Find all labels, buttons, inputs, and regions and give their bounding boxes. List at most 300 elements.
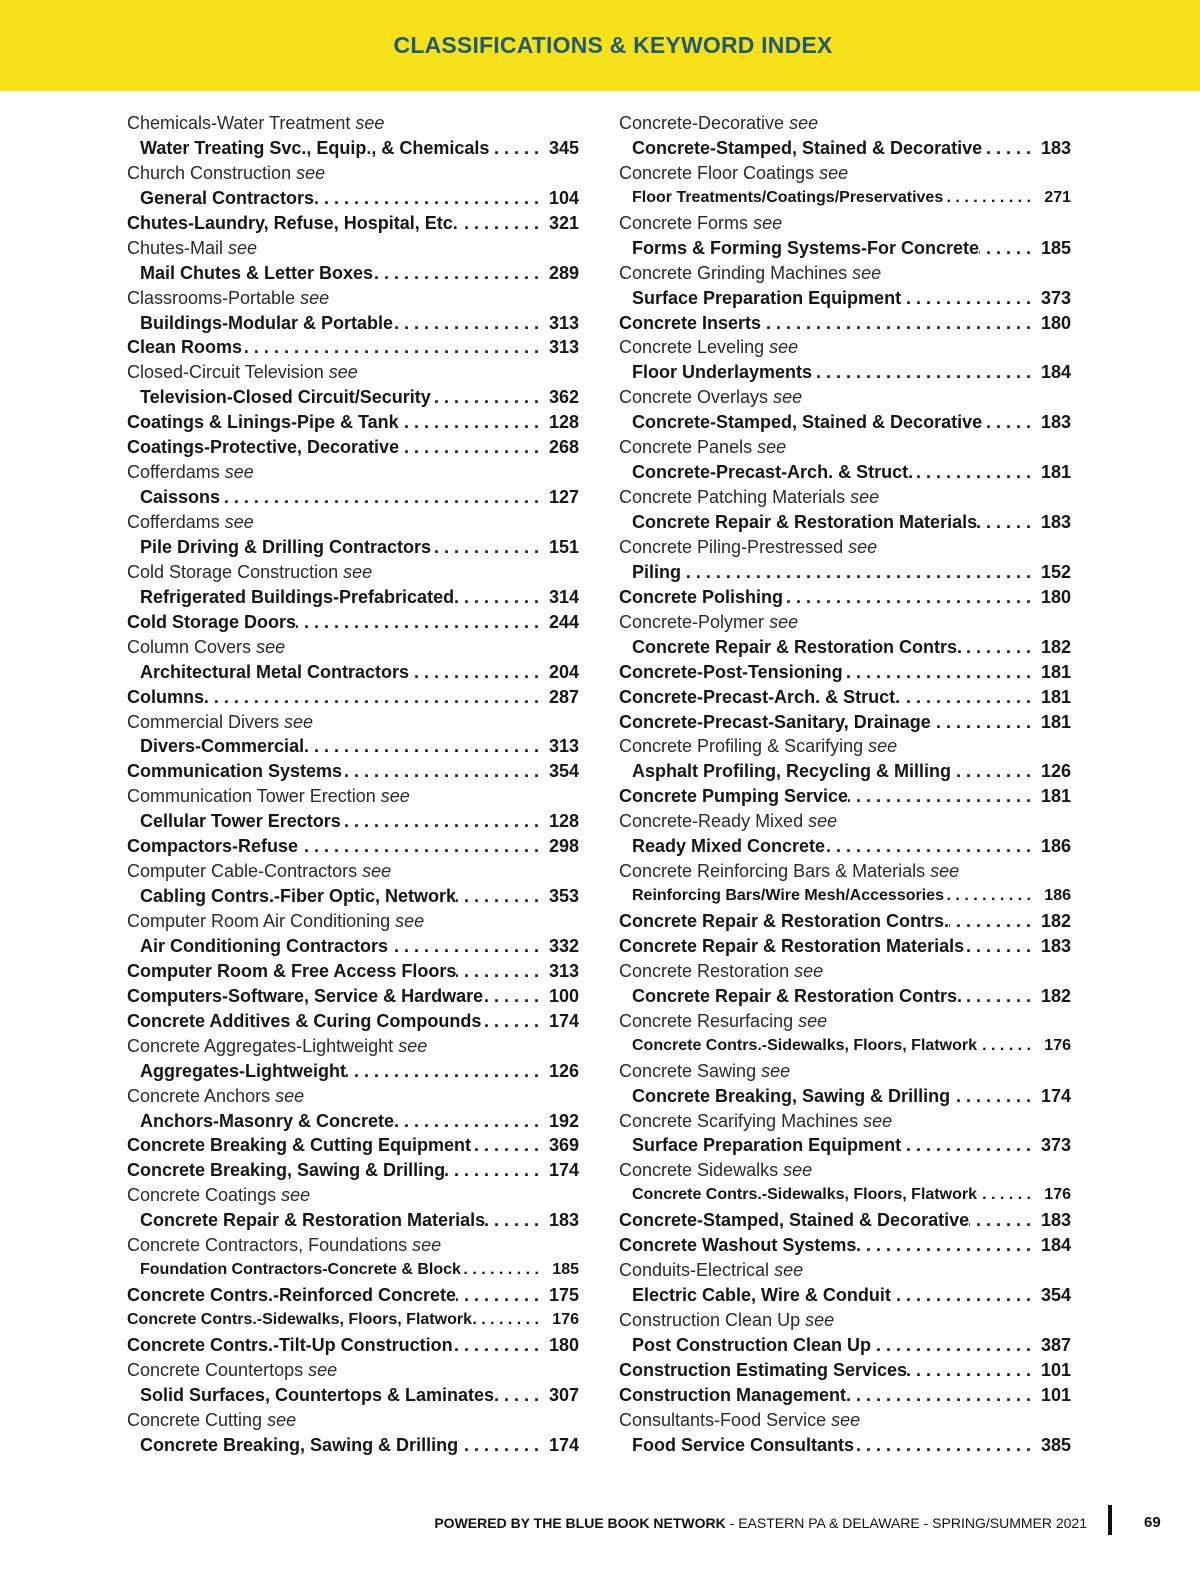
entry-page-number: 176 bbox=[1044, 1186, 1071, 1204]
index-target-entry bbox=[619, 236, 1071, 261]
index-target-entry bbox=[619, 1084, 1071, 1109]
index-heading-entry bbox=[127, 410, 579, 435]
entry-name: General Contractors bbox=[140, 187, 315, 208]
entry-page-number: 332 bbox=[548, 935, 579, 956]
index-column-left bbox=[127, 111, 579, 1458]
dot-leader bbox=[843, 660, 1039, 685]
index-target-entry bbox=[619, 1333, 1071, 1358]
entry-name: Post Construction Clean Up bbox=[632, 1334, 872, 1355]
entry-page-number: 180 bbox=[548, 1334, 579, 1355]
entry-page-number: 313 bbox=[548, 960, 579, 981]
dot-leader bbox=[431, 385, 547, 410]
entry-page-number: 126 bbox=[1040, 761, 1071, 782]
dot-leader bbox=[969, 1208, 1039, 1233]
index-heading-entry bbox=[127, 1133, 579, 1158]
index-reference-entry bbox=[619, 385, 1071, 410]
reference-term: Concrete Contractors, Foundations bbox=[127, 1235, 408, 1256]
index-target-entry bbox=[127, 809, 579, 834]
entry-name: Concrete Breaking, Sawing & Drilling bbox=[127, 1160, 446, 1181]
entry-page-number: 192 bbox=[548, 1110, 579, 1131]
dot-leader bbox=[489, 136, 547, 161]
footer-edition: - EASTERN PA & DELAWARE - SPRING/SUMMER 2021 bbox=[725, 1515, 1087, 1531]
entry-name: Water Treating Svc., Equip., & Chemicals bbox=[140, 137, 490, 158]
index-reference-entry bbox=[127, 909, 579, 934]
reference-term: Concrete Anchors bbox=[127, 1085, 271, 1106]
index-target-entry bbox=[619, 1133, 1071, 1158]
index-target-entry bbox=[127, 136, 579, 161]
dot-leader bbox=[399, 435, 547, 460]
index-reference-entry bbox=[127, 1183, 579, 1208]
index-target-entry bbox=[127, 1109, 579, 1134]
dot-leader bbox=[298, 834, 547, 859]
index-reference-entry bbox=[127, 286, 579, 311]
see-label: see bbox=[774, 1260, 804, 1281]
dot-leader bbox=[964, 934, 1039, 959]
dot-leader bbox=[891, 1283, 1039, 1308]
dot-leader bbox=[483, 984, 547, 1009]
index-reference-entry bbox=[619, 959, 1071, 984]
index-heading-entry bbox=[127, 1333, 579, 1358]
see-label: see bbox=[753, 212, 783, 233]
entry-name: Concrete-Precast-Sanitary, Drainage bbox=[619, 711, 931, 732]
reference-term: Communication Tower Erection bbox=[127, 786, 376, 807]
index-reference-entry bbox=[127, 111, 579, 136]
index-reference-entry bbox=[619, 335, 1071, 360]
entry-name: Concrete-Stamped, Stained & Decorative bbox=[632, 412, 983, 433]
entry-name: Surface Preparation Equipment bbox=[632, 287, 902, 308]
dot-leader bbox=[494, 1383, 547, 1408]
see-label: see bbox=[284, 711, 314, 732]
entry-page-number: 174 bbox=[548, 1160, 579, 1181]
index-reference-entry bbox=[619, 211, 1071, 236]
reference-term: Concrete Cutting bbox=[127, 1409, 263, 1430]
index-heading-entry bbox=[619, 909, 1071, 934]
index-reference-entry bbox=[127, 510, 579, 535]
entry-name: Divers-Commercial bbox=[140, 736, 305, 757]
index-reference-entry bbox=[127, 1084, 579, 1109]
entry-page-number: 287 bbox=[548, 686, 579, 707]
see-label: see bbox=[224, 462, 254, 483]
index-target-entry bbox=[127, 311, 579, 336]
index-target-entry bbox=[127, 734, 579, 759]
dot-leader bbox=[454, 585, 547, 610]
index-reference-entry bbox=[127, 460, 579, 485]
see-label: see bbox=[868, 736, 898, 757]
entry-name: Concrete Repair & Restoration Contrs. bbox=[632, 636, 963, 657]
see-label: see bbox=[808, 811, 838, 832]
entry-page-number: 181 bbox=[1040, 711, 1071, 732]
entry-page-number: 268 bbox=[548, 437, 579, 458]
index-column-right bbox=[619, 111, 1071, 1458]
reference-term: Concrete Panels bbox=[619, 437, 753, 458]
index-heading-entry bbox=[127, 685, 579, 710]
index-heading-entry bbox=[619, 311, 1071, 336]
entry-name: Concrete Contrs.-Sidewalks, Floors, Flatwork bbox=[632, 1186, 977, 1204]
index-target-entry bbox=[127, 660, 579, 685]
dot-leader bbox=[681, 560, 1039, 585]
index-target-entry bbox=[619, 410, 1071, 435]
entry-name: Aggregates-Lightweight bbox=[140, 1060, 346, 1081]
index-target-entry bbox=[127, 186, 579, 211]
entry-name: Concrete Contrs.-Tilt-Up Construction bbox=[127, 1334, 453, 1355]
entry-page-number: 151 bbox=[548, 536, 579, 557]
entry-page-number: 307 bbox=[548, 1384, 579, 1405]
index-reference-entry bbox=[619, 535, 1071, 560]
reference-term: Concrete Floor Coatings bbox=[619, 162, 815, 183]
see-label: see bbox=[863, 1110, 893, 1131]
reference-term: Concrete Sidewalks bbox=[619, 1160, 779, 1181]
entry-name: Concrete-Stamped, Stained & Decorative bbox=[619, 1210, 970, 1231]
index-target-entry bbox=[127, 884, 579, 909]
entry-page-number: 184 bbox=[1040, 362, 1071, 383]
entry-page-number: 174 bbox=[548, 1434, 579, 1455]
reference-term: Concrete Coatings bbox=[127, 1185, 277, 1206]
index-reference-entry bbox=[127, 710, 579, 735]
entry-page-number: 127 bbox=[548, 487, 579, 508]
entry-name: Concrete Breaking & Cutting Equipment bbox=[127, 1135, 472, 1156]
entry-page-number: 128 bbox=[548, 811, 579, 832]
index-target-entry bbox=[619, 510, 1071, 535]
index-reference-entry bbox=[619, 161, 1071, 186]
see-label: see bbox=[773, 387, 803, 408]
entry-page-number: 183 bbox=[1040, 412, 1071, 433]
entry-name: Coatings & Linings-Pipe & Tank bbox=[127, 412, 399, 433]
entry-name: Television-Closed Circuit/Security bbox=[140, 387, 431, 408]
index-target-entry bbox=[127, 535, 579, 560]
page-title: CLASSIFICATIONS & KEYWORD INDEX bbox=[393, 32, 833, 58]
entry-page-number: 362 bbox=[548, 387, 579, 408]
entry-page-number: 176 bbox=[552, 1311, 579, 1328]
dot-leader bbox=[871, 1333, 1039, 1358]
see-label: see bbox=[819, 162, 849, 183]
entry-name: Concrete Repair & Restoration Materials bbox=[619, 935, 965, 956]
entry-name: Concrete Polishing bbox=[619, 586, 784, 607]
reference-term: Concrete Sawing bbox=[619, 1060, 757, 1081]
entry-name: Clean Rooms bbox=[127, 337, 243, 358]
index-heading-entry bbox=[127, 984, 579, 1009]
reference-term: Concrete Leveling bbox=[619, 337, 765, 358]
dot-leader bbox=[304, 734, 547, 759]
index-reference-entry bbox=[619, 261, 1071, 286]
entry-name: Construction Management bbox=[619, 1384, 847, 1405]
see-label: see bbox=[852, 262, 882, 283]
index-reference-entry bbox=[127, 1408, 579, 1433]
entry-page-number: 321 bbox=[548, 212, 579, 233]
entry-page-number: 175 bbox=[548, 1285, 579, 1306]
reference-term: Concrete Grinding Machines bbox=[619, 262, 848, 283]
reference-term: Consultants-Food Service bbox=[619, 1409, 827, 1430]
entry-page-number: 185 bbox=[552, 1261, 579, 1279]
index-heading-entry bbox=[619, 585, 1071, 610]
see-label: see bbox=[355, 113, 385, 133]
see-label: see bbox=[794, 960, 824, 981]
index-reference-entry bbox=[619, 859, 1071, 884]
entry-name: Forms & Forming Systems-For Concrete bbox=[632, 237, 980, 258]
entry-name: Caissons bbox=[140, 487, 221, 508]
reference-term: Commercial Divers bbox=[127, 711, 280, 732]
see-label: see bbox=[328, 362, 358, 383]
index-reference-entry bbox=[127, 635, 579, 660]
entry-name: Concrete Contrs.-Sidewalks, Floors, Flatwork bbox=[127, 1311, 472, 1328]
dot-leader bbox=[848, 784, 1039, 809]
entry-page-number: 345 bbox=[548, 137, 579, 158]
entry-page-number: 184 bbox=[1040, 1235, 1071, 1256]
index-heading-entry bbox=[619, 660, 1071, 685]
dot-leader bbox=[854, 1433, 1039, 1458]
dot-leader bbox=[979, 236, 1039, 261]
footer-divider bbox=[1108, 1505, 1112, 1535]
dot-leader bbox=[314, 186, 547, 211]
reference-term: Construction Clean Up bbox=[619, 1310, 801, 1330]
dot-leader bbox=[856, 1233, 1039, 1258]
entry-name: Concrete Repair & Restoration Contrs. bbox=[632, 985, 963, 1006]
reference-term: Church Construction bbox=[127, 162, 292, 183]
see-label: see bbox=[224, 512, 254, 532]
index-heading-entry bbox=[127, 435, 579, 460]
see-label: see bbox=[412, 1235, 442, 1256]
dot-leader bbox=[901, 286, 1039, 311]
dot-leader bbox=[962, 635, 1039, 660]
entry-page-number: 182 bbox=[1040, 636, 1071, 657]
index-heading-entry bbox=[619, 1233, 1071, 1258]
entry-name: Computer Room & Free Access Floors bbox=[127, 960, 457, 981]
entry-name: Air Conditioning Contractors bbox=[140, 935, 388, 956]
entry-page-number: 126 bbox=[548, 1060, 579, 1081]
index-reference-entry bbox=[619, 1009, 1071, 1034]
entry-page-number: 387 bbox=[1040, 1334, 1071, 1355]
entry-name: Concrete Repair & Restoration Materials bbox=[140, 1210, 486, 1231]
index-reference-entry bbox=[127, 784, 579, 809]
index-reference-entry bbox=[619, 1408, 1071, 1433]
entry-page-number: 204 bbox=[548, 661, 579, 682]
index-reference-entry bbox=[619, 1308, 1071, 1333]
index-target-entry bbox=[127, 585, 579, 610]
dot-leader bbox=[242, 335, 547, 360]
entry-page-number: 183 bbox=[1040, 935, 1071, 956]
dot-leader bbox=[388, 934, 547, 959]
index-target-entry bbox=[619, 460, 1071, 485]
index-heading-entry bbox=[619, 1383, 1071, 1408]
page-number: 69 bbox=[1144, 1514, 1161, 1531]
index-heading-entry bbox=[619, 784, 1071, 809]
reference-term: Concrete Forms bbox=[619, 212, 749, 233]
entry-page-number: 314 bbox=[548, 586, 579, 607]
entry-name: Ready Mixed Concrete bbox=[632, 836, 826, 857]
reference-term: Cold Storage Construction bbox=[127, 561, 339, 582]
reference-term: Concrete Resurfacing bbox=[619, 1010, 794, 1031]
dot-leader bbox=[472, 1308, 547, 1333]
reference-term: Cofferdams bbox=[127, 512, 220, 532]
entry-page-number: 181 bbox=[1040, 462, 1071, 483]
dot-leader bbox=[943, 186, 1039, 211]
footer-brand: POWERED BY THE BLUE BOOK NETWORK bbox=[434, 1515, 726, 1531]
dot-leader bbox=[431, 535, 547, 560]
see-label: see bbox=[395, 911, 425, 931]
index-target-entry bbox=[619, 1283, 1071, 1308]
entry-name: Compactors-Refuse bbox=[127, 836, 299, 857]
dot-leader bbox=[481, 1009, 547, 1034]
see-label: see bbox=[757, 437, 787, 458]
entry-page-number: 176 bbox=[1044, 1036, 1071, 1054]
dot-leader bbox=[409, 660, 547, 685]
entry-page-number: 183 bbox=[1040, 1210, 1071, 1231]
entry-name: Floor Underlayments bbox=[632, 362, 813, 383]
entry-name: Concrete-Post-Tensioning bbox=[619, 661, 843, 682]
footer-credit bbox=[434, 1515, 1087, 1531]
index-reference-entry bbox=[619, 485, 1071, 510]
index-target-entry bbox=[127, 261, 579, 286]
index-reference-entry bbox=[127, 161, 579, 186]
index-heading-entry bbox=[619, 685, 1071, 710]
index-reference-entry bbox=[619, 734, 1071, 759]
index-heading-entry bbox=[619, 1208, 1071, 1233]
reference-term: Concrete Aggregates-Lightweight bbox=[127, 1035, 394, 1056]
see-label: see bbox=[850, 487, 880, 508]
dot-leader bbox=[458, 1433, 547, 1458]
entry-name: Concrete Pumping Service bbox=[619, 786, 849, 807]
index-heading-entry bbox=[127, 335, 579, 360]
index-heading-entry bbox=[127, 1158, 579, 1183]
dot-leader bbox=[341, 809, 547, 834]
entry-page-number: 373 bbox=[1040, 1135, 1071, 1156]
dot-leader bbox=[950, 1084, 1039, 1109]
entry-name: Mail Chutes & Letter Boxes bbox=[140, 262, 374, 283]
entry-name: Refrigerated Buildings-Prefabricated bbox=[140, 586, 455, 607]
see-label: see bbox=[769, 611, 799, 632]
dot-leader bbox=[453, 1333, 547, 1358]
dot-leader bbox=[977, 1034, 1039, 1059]
entry-page-number: 181 bbox=[1040, 661, 1071, 682]
entry-page-number: 298 bbox=[548, 836, 579, 857]
index-target-entry bbox=[619, 1034, 1071, 1059]
see-label: see bbox=[267, 1409, 297, 1430]
dot-leader bbox=[783, 585, 1039, 610]
entry-name: Coatings-Protective, Decorative bbox=[127, 437, 400, 458]
entry-name: Concrete Repair & Restoration Contrs. bbox=[619, 911, 950, 931]
index-heading-entry bbox=[619, 934, 1071, 959]
index-reference-entry bbox=[127, 1233, 579, 1258]
index-target-entry bbox=[127, 934, 579, 959]
entry-name: Computers-Software, Service & Hardware bbox=[127, 985, 484, 1006]
entry-page-number: 182 bbox=[1040, 911, 1071, 931]
entry-name: Communication Systems bbox=[127, 761, 343, 782]
entry-page-number: 185 bbox=[1040, 237, 1071, 258]
entry-page-number: 180 bbox=[1040, 312, 1071, 333]
index-heading-entry bbox=[127, 610, 579, 635]
entry-name: Concrete-Precast-Arch. & Struct. bbox=[619, 686, 901, 707]
entry-name: Cellular Tower Erectors bbox=[140, 811, 341, 832]
index-target-entry bbox=[619, 984, 1071, 1009]
dot-leader bbox=[485, 1208, 547, 1233]
entry-page-number: 104 bbox=[548, 187, 579, 208]
index-reference-entry bbox=[619, 1258, 1071, 1283]
index-reference-entry bbox=[619, 809, 1071, 834]
dot-leader bbox=[296, 610, 547, 635]
entry-page-number: 183 bbox=[1040, 137, 1071, 158]
dot-leader bbox=[456, 959, 547, 984]
index-target-entry bbox=[127, 385, 579, 410]
entry-name: Concrete Breaking, Sawing & Drilling bbox=[632, 1085, 951, 1106]
reference-term: Concrete Overlays bbox=[619, 387, 769, 408]
entry-page-number: 182 bbox=[1040, 985, 1071, 1006]
entry-page-number: 271 bbox=[1044, 188, 1071, 206]
see-label: see bbox=[798, 1010, 828, 1031]
entry-page-number: 354 bbox=[548, 761, 579, 782]
entry-name: Floor Treatments/Coatings/Preservatives bbox=[632, 188, 944, 206]
reference-term: Concrete Reinforcing Bars & Materials bbox=[619, 861, 926, 882]
entry-page-number: 244 bbox=[548, 611, 579, 632]
index-heading-entry bbox=[127, 211, 579, 236]
entry-name: Construction Estimating Services bbox=[619, 1359, 908, 1380]
index-reference-entry bbox=[127, 1358, 579, 1383]
dot-leader bbox=[977, 510, 1039, 535]
reference-term: Concrete-Decorative bbox=[619, 113, 785, 133]
dot-leader bbox=[944, 884, 1039, 909]
dot-leader bbox=[825, 834, 1039, 859]
dot-leader bbox=[962, 984, 1039, 1009]
entry-name: Foundation Contractors-Concrete & Block bbox=[140, 1261, 461, 1279]
dot-leader bbox=[461, 1258, 547, 1283]
see-label: see bbox=[398, 1035, 428, 1056]
index-target-entry bbox=[619, 286, 1071, 311]
entry-page-number: 101 bbox=[1040, 1384, 1071, 1405]
index-target-entry bbox=[127, 1208, 579, 1233]
entry-page-number: 174 bbox=[548, 1010, 579, 1031]
index-reference-entry bbox=[619, 610, 1071, 635]
entry-page-number: 369 bbox=[548, 1135, 579, 1156]
dot-leader bbox=[342, 759, 547, 784]
see-label: see bbox=[761, 1060, 791, 1081]
entry-page-number: 313 bbox=[548, 337, 579, 358]
index-target-entry bbox=[619, 1433, 1071, 1458]
entry-name: Anchors-Masonry & Concrete bbox=[140, 1110, 395, 1131]
entry-name: Concrete-Precast-Arch. & Struct. bbox=[632, 462, 914, 483]
entry-page-number: 174 bbox=[1040, 1085, 1071, 1106]
entry-page-number: 385 bbox=[1040, 1434, 1071, 1455]
entry-page-number: 183 bbox=[1040, 512, 1071, 532]
entry-page-number: 183 bbox=[548, 1210, 579, 1231]
see-label: see bbox=[228, 237, 258, 258]
dot-leader bbox=[220, 485, 547, 510]
index-reference-entry bbox=[619, 1158, 1071, 1183]
index-target-entry bbox=[619, 759, 1071, 784]
see-label: see bbox=[296, 162, 326, 183]
see-label: see bbox=[275, 1085, 305, 1106]
index-target-entry bbox=[127, 1433, 579, 1458]
entry-name: Asphalt Profiling, Recycling & Milling bbox=[632, 761, 952, 782]
entry-name: Concrete Breaking, Sawing & Drilling bbox=[140, 1434, 459, 1455]
dot-leader bbox=[951, 759, 1039, 784]
index-target-entry bbox=[619, 560, 1071, 585]
dot-leader bbox=[901, 1133, 1039, 1158]
see-label: see bbox=[930, 861, 960, 882]
dot-leader bbox=[445, 1158, 547, 1183]
index-reference-entry bbox=[619, 111, 1071, 136]
entry-name: Solid Surfaces, Countertops & Laminates bbox=[140, 1384, 495, 1405]
entry-name: Concrete Contrs.-Sidewalks, Floors, Flatwork bbox=[632, 1036, 977, 1054]
see-label: see bbox=[256, 636, 286, 657]
reference-term: Classrooms-Portable bbox=[127, 287, 296, 308]
see-label: see bbox=[380, 786, 410, 807]
index-target-entry bbox=[619, 834, 1071, 859]
reference-term: Column Covers bbox=[127, 636, 252, 657]
entry-page-number: 152 bbox=[1040, 561, 1071, 582]
entry-name: Chutes-Laundry, Refuse, Hospital, Etc. bbox=[127, 212, 458, 233]
index-reference-entry bbox=[127, 236, 579, 261]
dot-leader bbox=[458, 211, 547, 236]
index-heading-entry bbox=[127, 959, 579, 984]
dot-leader bbox=[373, 261, 547, 286]
